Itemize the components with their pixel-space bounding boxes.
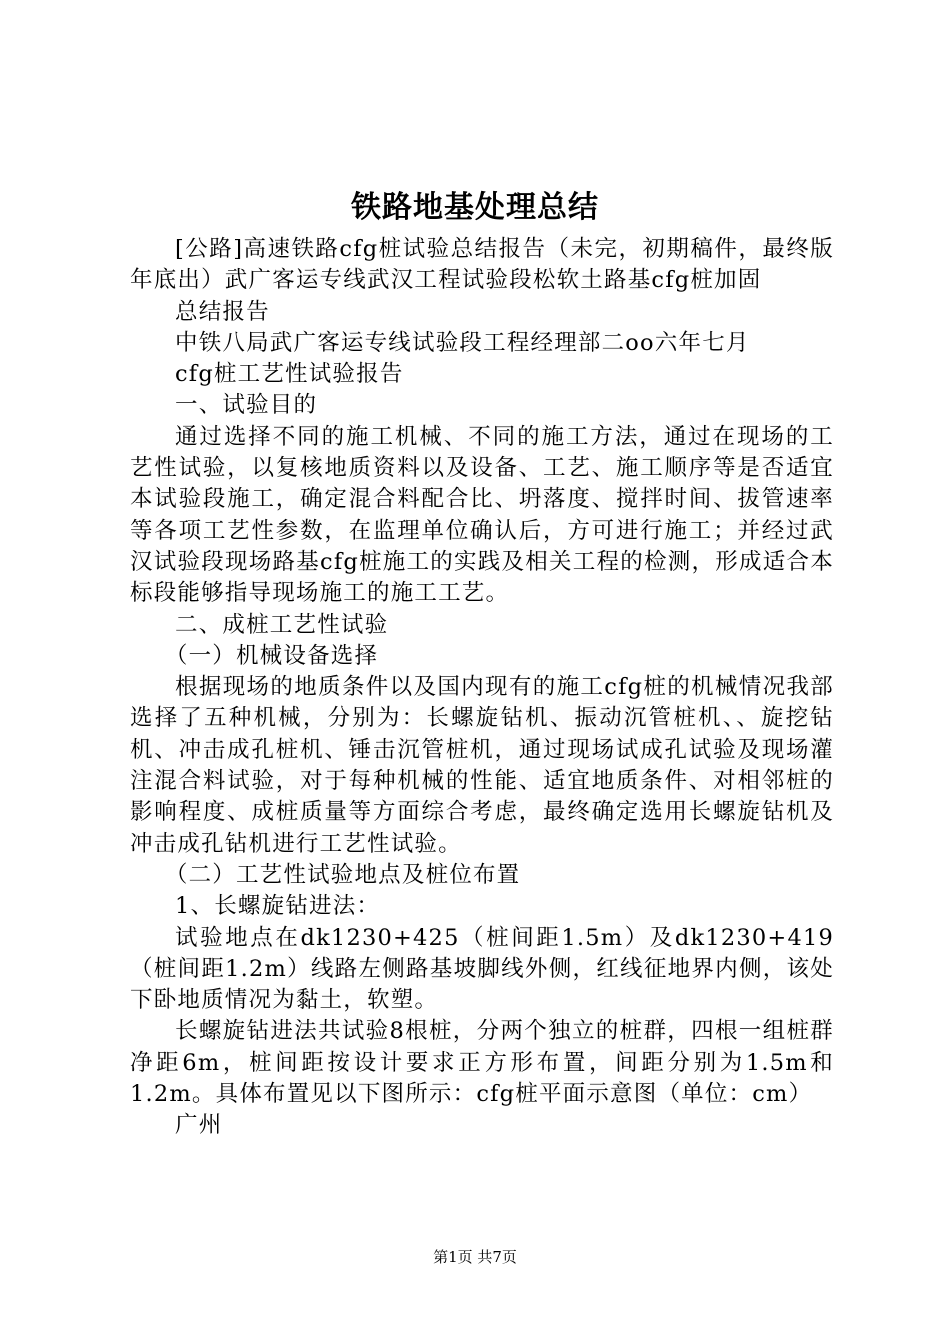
section-heading-pile-test: 二、成桩工艺性试验	[175, 611, 389, 638]
paragraph-report-title: cfg桩工艺性试验报告	[175, 361, 404, 388]
paragraph-equipment: 根据现场的地质条件以及国内现有的施工cfg桩的机械情况我部选择了五种机械，分别为：长螺旋钻机、振动沉管桩机、、旋挖钻机、冲击成孔桩机、锤击沉管桩机，通过现场试成孔试验及现场灌注混合料试验，对于每种机械的性能、适宜地质条件、对相邻桩的影响程度、成桩质量等方面综合考虑，最终确定选用长螺旋钻机及冲击成孔钻机进行工艺性试验。	[130, 674, 834, 857]
subsection-heading-location: （二）工艺性试验地点及桩位布置	[164, 861, 521, 888]
page-number: 第1页 共7页	[433, 1248, 517, 1266]
section-heading-purpose: 一、试验目的	[175, 392, 318, 419]
paragraph-organization: 中铁八局武广客运专线试验段工程经理部二oo六年七月	[175, 329, 750, 356]
paragraph-purpose: 通过选择不同的施工机械、不同的施工方法，通过在现场的工艺性试验，以复核地质资料以及设备、工艺、施工顺序等是否适宜本试验段施工，确定混合料配合比、坍落度、搅拌时间、拔管速率等各项工艺性参数，在监理单位确认后，方可进行施工；并经过武汉试验段现场路基cfg桩施工的实践及相关工程的检测，形成适合本标段能够指导现场施工的施工工艺。	[130, 423, 834, 607]
item-heading-auger: 1、长螺旋钻进法：	[175, 893, 381, 920]
paragraph-summary-label: 总结报告	[175, 298, 270, 325]
paragraph-guangzhou: 广州	[175, 1112, 223, 1139]
paragraph-intro: [公路]高速铁路cfg桩试验总结报告（未完，初期稿件，最终版年底出）武广客运专线武汉工程试验段松软土路基cfg桩加固	[130, 236, 834, 294]
document-body	[130, 234, 834, 1142]
subsection-heading-equipment: （一）机械设备选择	[164, 642, 379, 669]
document-title: 铁路地基处理总结	[351, 190, 599, 225]
paragraph-location: 试验地点在dk1230+425（桩间距1.5m）及dk1230+419（桩间距1.2m）线路左侧路基坡脚线外侧，红线征地界内侧，该处下卧地质情况为黏土，软塑。	[130, 924, 834, 1014]
paragraph-layout: 长螺旋钻进法共试验8根桩，分两个独立的桩群，四根一组桩群净距6m，桩间距按设计要求正方形布置，间距分别为1.5m和1.2m。具体布置见以下图所示：cfg桩平面示意图（单位：cm）	[130, 1018, 834, 1108]
